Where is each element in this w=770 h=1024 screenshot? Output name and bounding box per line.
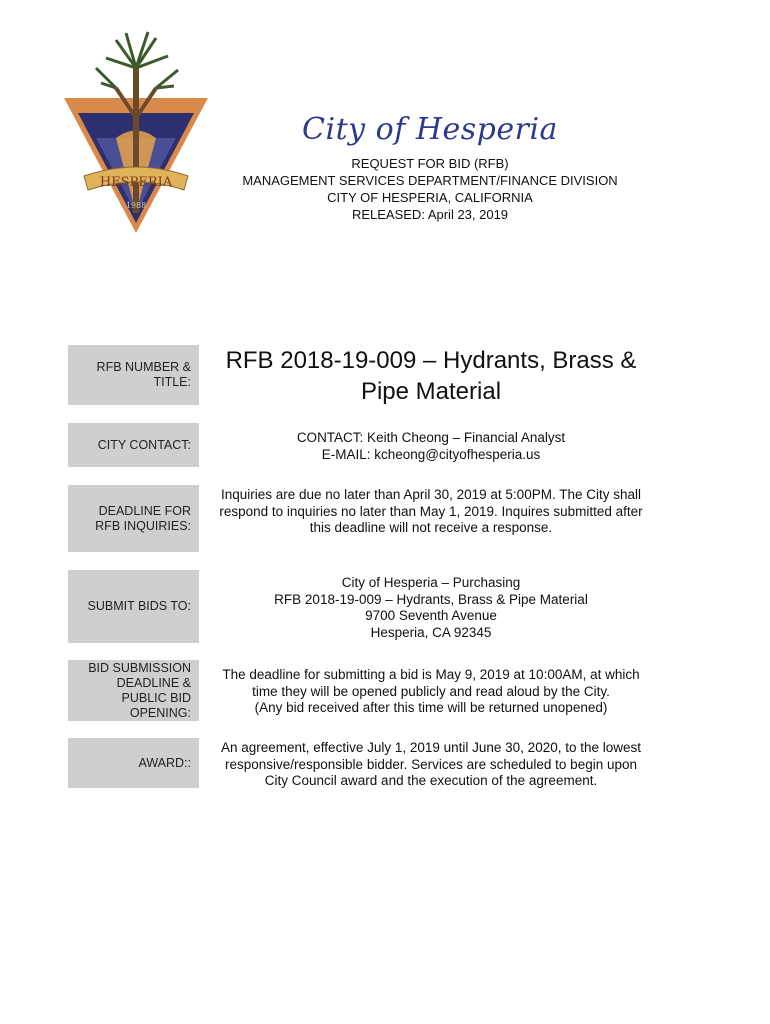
header-line-type: REQUEST FOR BID (RFB): [351, 156, 509, 171]
header-line-released: RELEASED: April 23, 2019: [351, 207, 509, 222]
label-city-contact: CITY CONTACT:: [68, 423, 199, 467]
logo-name: HESPERIA: [99, 175, 173, 190]
header-block: [200, 155, 660, 223]
city-seal-logo: [56, 28, 216, 238]
city-title: City of Hesperia: [302, 112, 558, 147]
inquiries-deadline-text: Inquiries are due no later than April 30, 2019 at 5:00PM. The City shall respond to inquiries no later than May 1, 2019. Inquires submitted after this deadline will not receive a response.: [219, 487, 643, 535]
label-rfb-number-title: RFB NUMBER & TITLE:: [68, 345, 199, 405]
submit-bids-address: City of Hesperia – Purchasing RFB 2018-19-009 – Hydrants, Brass & Pipe Material 9700 Seventh Avenue Hesperia, CA 92345: [274, 575, 588, 640]
rfb-title: RFB 2018-19-009 – Hydrants, Brass & Pipe Material: [225, 347, 637, 405]
label-bid-submission-deadline: BID SUBMISSION DEADLINE & PUBLIC BID OPENING:: [68, 660, 199, 721]
logo-year: 1988: [125, 201, 147, 210]
award-text: An agreement, effective July 1, 2019 until June 30, 2020, to the lowest responsive/responsible bidder. Services are scheduled to begin upon City Council award and the execution of the agreement.: [220, 740, 642, 788]
contact-name: CONTACT: Keith Cheong – Financial Analyst: [296, 430, 566, 445]
city-contact-info: [208, 430, 654, 463]
contact-email: E-MAIL: kcheong@cityofhesperia.us: [321, 446, 541, 462]
bid-submission-text: The deadline for submitting a bid is May 9, 2019 at 10:00AM, at which time they will be opened publicly and read aloud by the City. (Any bid received after this time will be returned unopened): [222, 667, 640, 715]
label-deadline-inquiries: DEADLINE FOR RFB INQUIRIES:: [68, 485, 199, 552]
label-award: AWARD::: [68, 738, 199, 788]
header-line-department: MANAGEMENT SERVICES DEPARTMENT/FINANCE DIVISION: [242, 173, 618, 188]
label-submit-bids: SUBMIT BIDS TO:: [68, 570, 199, 643]
header-line-city: CITY OF HESPERIA, CALIFORNIA: [327, 190, 533, 205]
